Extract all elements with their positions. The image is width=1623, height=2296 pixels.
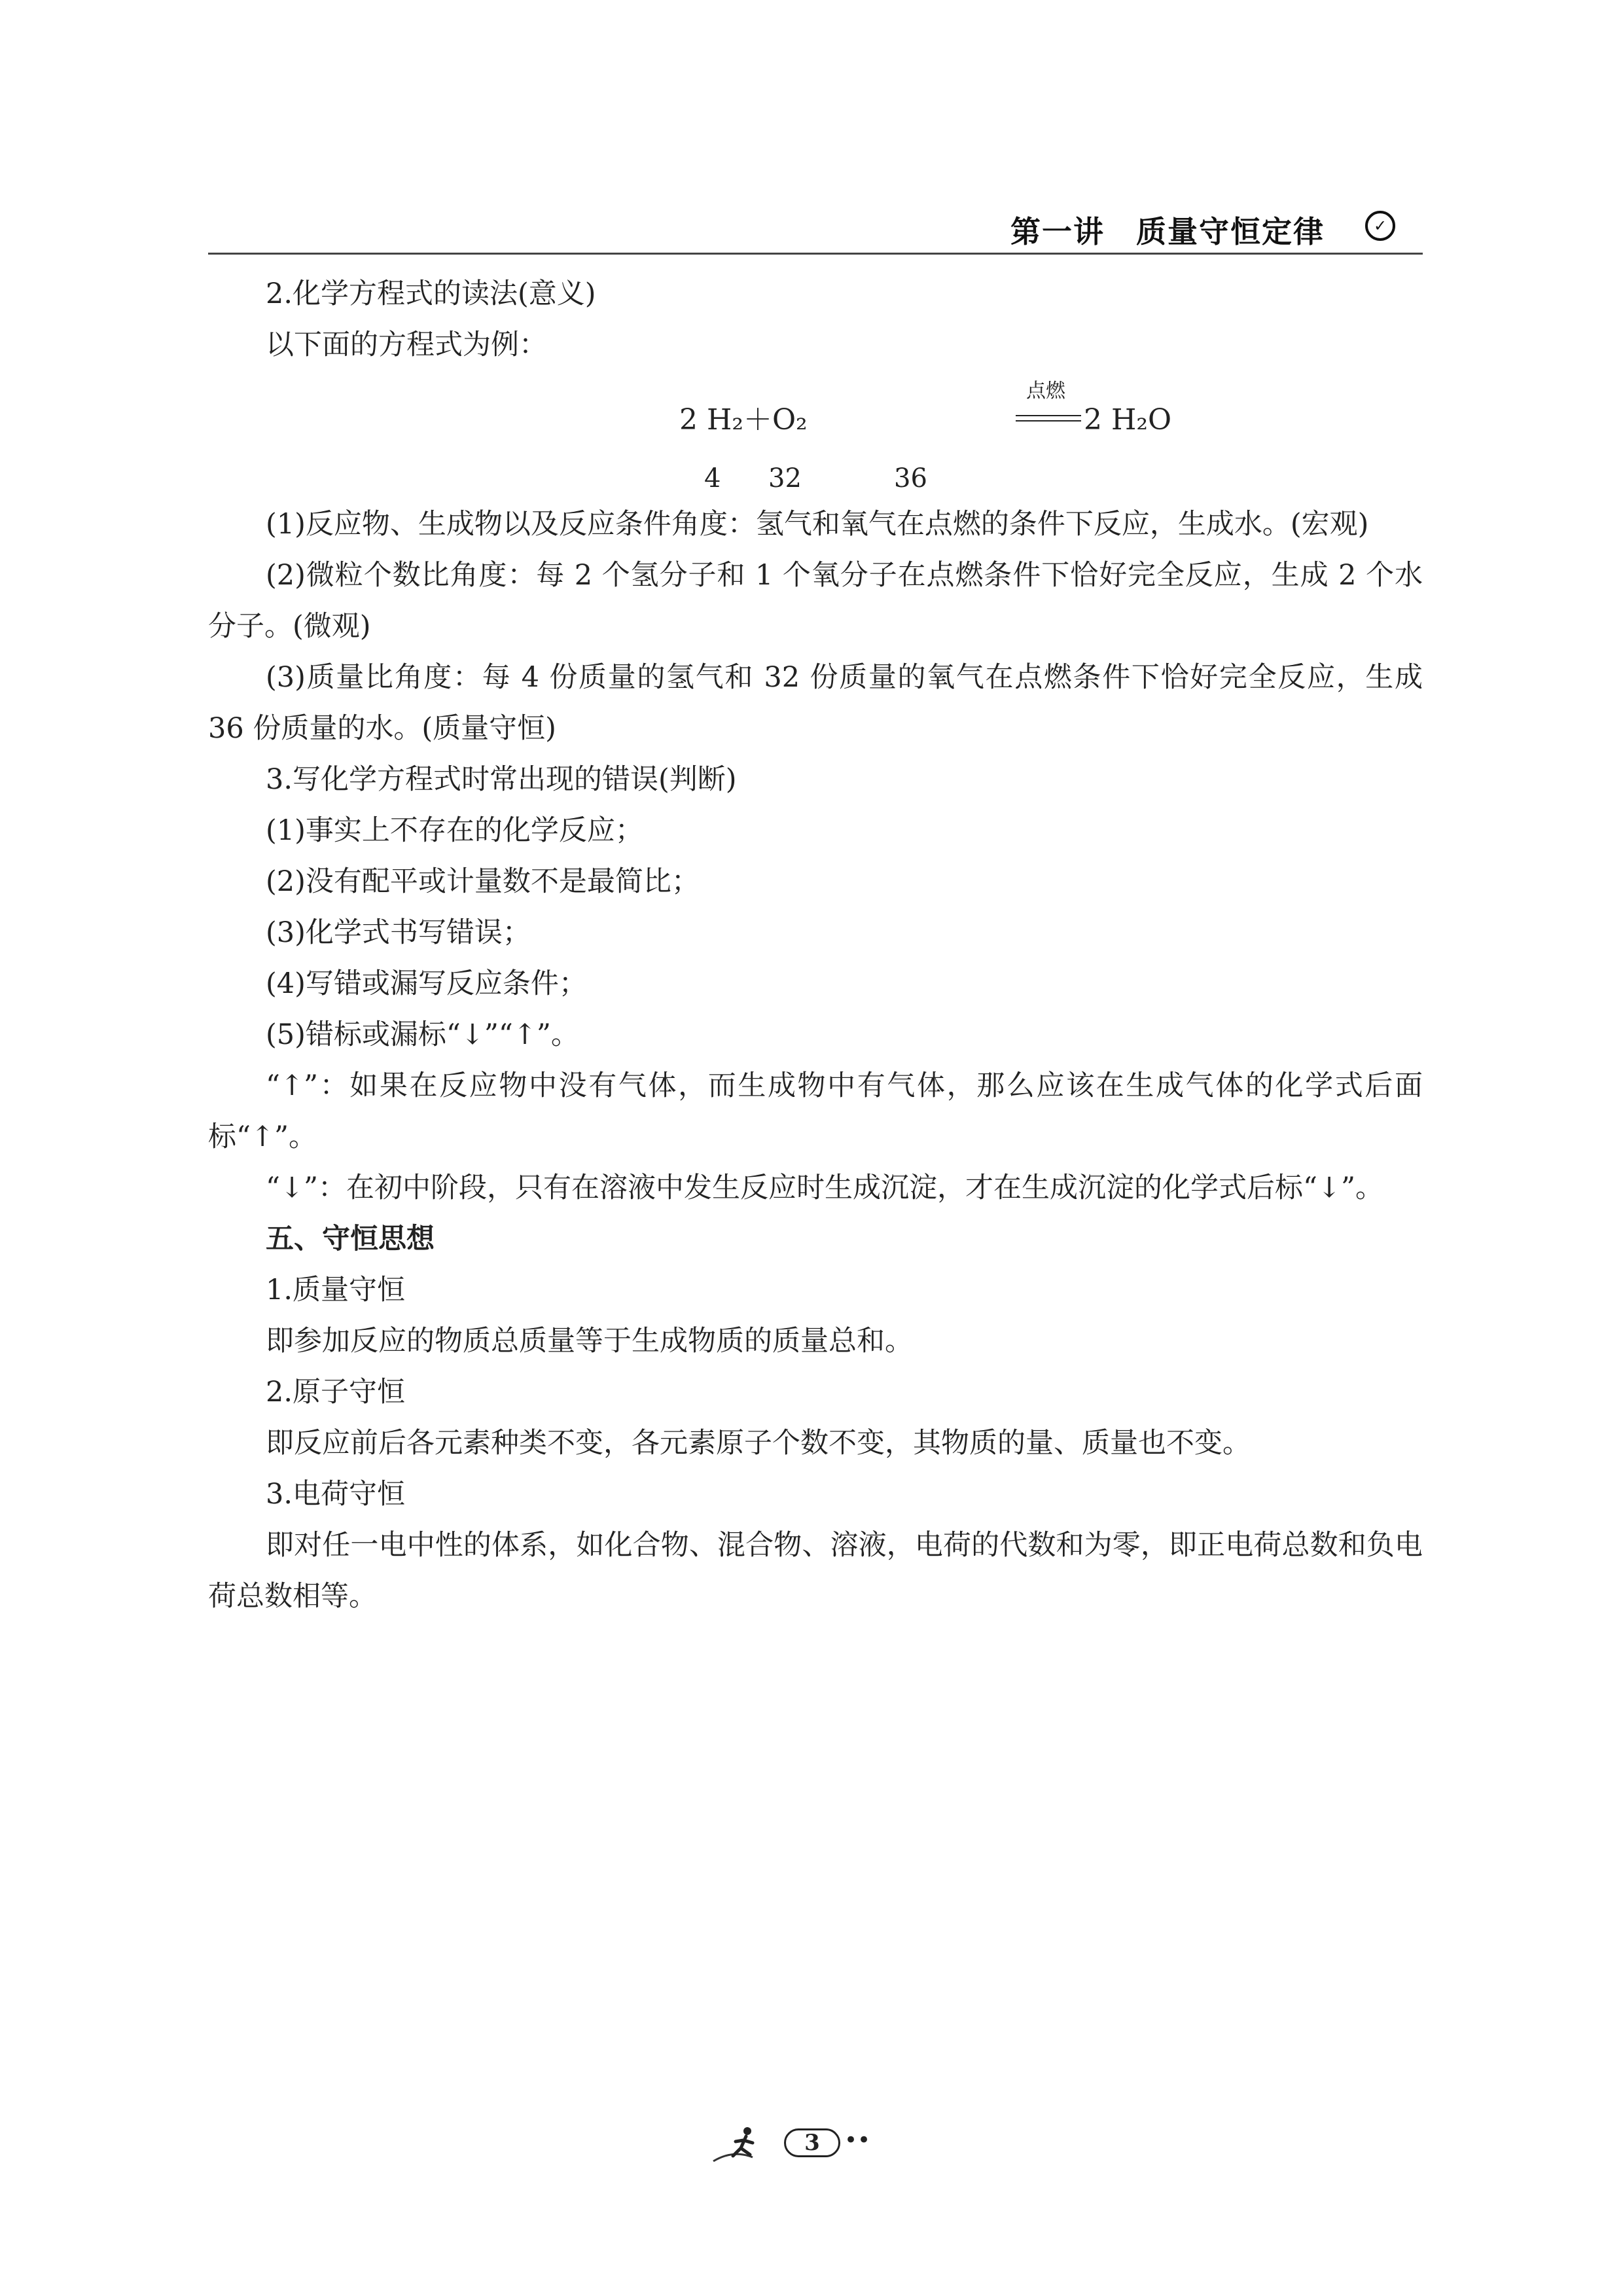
paragraph: (2)没有配平或计量数不是最简比； (266, 865, 700, 898)
paragraph: (3)质量比角度：每 4 份质量的氢气和 32 份质量的氧气在点燃条件下恰好完全反应，生成 36 份质量的水。(质量守恒) (208, 661, 1423, 745)
product: 2 H₂O (1084, 403, 1172, 437)
runner-icon (707, 2123, 779, 2178)
header-rule (208, 253, 1423, 255)
section-heading: 五、守恒思想 (266, 1223, 435, 1255)
chemical-equation (208, 380, 1423, 446)
paragraph: (5)错标或漏标“↓”“↑”。 (266, 1018, 579, 1051)
paragraph: 即参加反应的物质总质量等于生成物质的质量总和。 (266, 1325, 913, 1357)
mass-value: 4 (704, 463, 721, 493)
paragraph: 3.电荷守恒 (266, 1478, 406, 1511)
equals-bar (1016, 420, 1081, 422)
paragraph: “↓”：在初中阶段，只有在溶液中发生反应时生成沉淀，才在生成沉淀的化学式后标“↓”。 (266, 1172, 1383, 1204)
paragraph: 1.质量守恒 (266, 1274, 406, 1306)
paragraph: 即对任一电中性的体系，如化合物、混合物、溶液，电荷的代数和为零，即正电荷总数和负电荷总数相等。 (208, 1529, 1423, 1613)
page-footer (707, 2119, 871, 2172)
main-content (208, 268, 1423, 1622)
reaction-condition: 点燃 (1026, 380, 1065, 403)
footer-dots: •• (844, 2127, 871, 2153)
seal-icon: ✓ (1365, 211, 1395, 241)
paragraph: (1)反应物、生成物以及反应条件角度：氢气和氧气在点燃的条件下反应，生成水。(宏观) (266, 508, 1369, 541)
paragraph: (3)化学式书写错误； (266, 916, 531, 949)
equals-bar (1016, 415, 1081, 416)
paragraph: “↑”：如果在反应物中没有气体，而生成物中有气体，那么应该在生成气体的化学式后面标“↑”。 (208, 1069, 1423, 1153)
paragraph: 即反应前后各元素种类不变，各元素原子个数不变，其物质的量、质量也不变。 (266, 1427, 1251, 1460)
paragraph: 以下面的方程式为例： (266, 329, 547, 361)
mass-ratio-row (208, 446, 1423, 499)
page-header (208, 208, 1423, 249)
paragraph: 3.写化学方程式时常出现的错误(判断) (266, 763, 737, 796)
chapter-title: 第一讲 质量守恒定律 (1010, 214, 1325, 249)
paragraph: (2)微粒个数比角度：每 2 个氢分子和 1 个氧分子在点燃条件下恰好完全反应，生成 2 个水分子。(微观) (208, 559, 1423, 643)
paragraph: 2.化学方程式的读法(意义) (266, 278, 596, 310)
paragraph: (1)事实上不存在的化学反应； (266, 814, 643, 847)
mass-value: 32 (768, 463, 802, 493)
reactants: 2 H₂＋O₂ (679, 403, 808, 437)
paragraph: (4)写错或漏写反应条件； (266, 967, 587, 1000)
page-number: 3 (784, 2128, 840, 2157)
mass-value: 36 (894, 463, 927, 493)
paragraph: 2.原子守恒 (266, 1376, 406, 1408)
